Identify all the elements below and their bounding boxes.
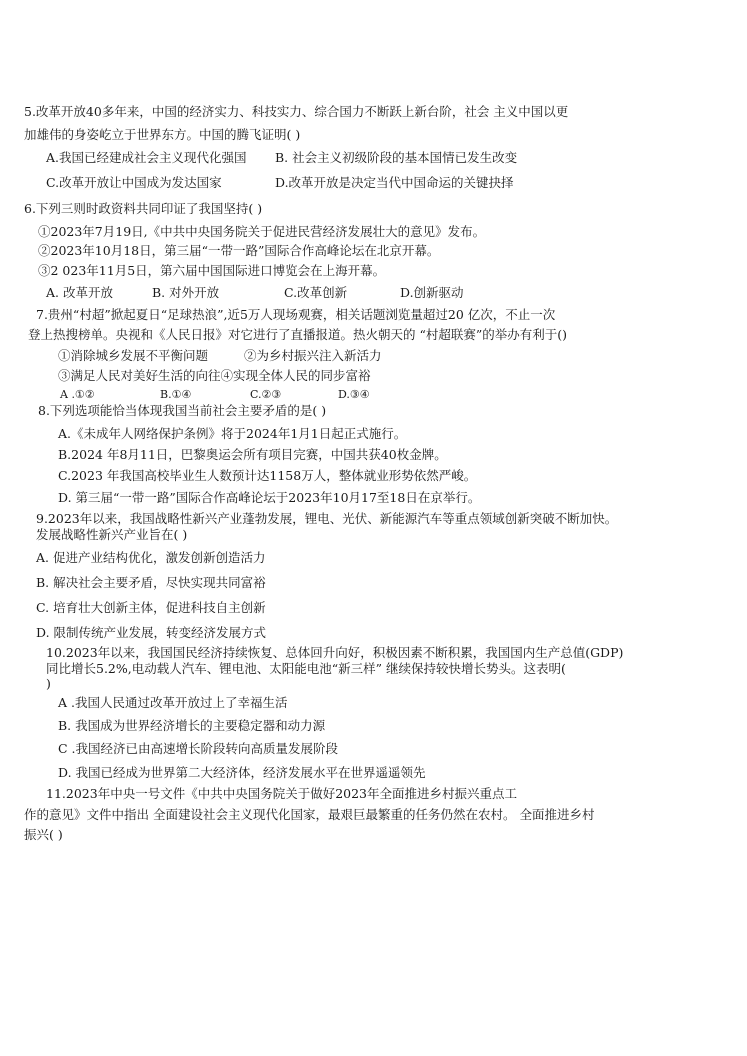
q5-option-b[interactable]: B. 社会主义初级阶段的基本国情已发生改变 xyxy=(275,150,518,165)
q5-option-c[interactable]: C.改革开放让中国成为发达国家 xyxy=(46,175,222,190)
q8-option-d[interactable]: D. 第三届“一带一路”国际合作高峰论坛于2023年10月17至18日在京举行。 xyxy=(58,490,481,505)
q9-option-a[interactable]: A. 促进产业结构优化，激发创新创造活力 xyxy=(36,550,266,565)
q7-option-a[interactable]: A .①② xyxy=(60,388,95,401)
q7-stem-line-1: 7.贵州“村超”掀起夏日“足球热浪”,近5万人现场观赛，相关话题浏览量超过20 亿次，不止一次 xyxy=(36,307,556,322)
q10-option-c[interactable]: C .我国经济已由高速增长阶段转向高质量发展阶段 xyxy=(58,741,339,756)
q6-material-3: ③2 023年11月5日，第六届中国国际进口博览会在上海开幕。 xyxy=(38,263,386,278)
q7-material-2: ②为乡村振兴注入新活力 xyxy=(244,348,382,363)
q6-option-c[interactable]: C.改革创新 xyxy=(284,285,348,300)
q5-option-a[interactable]: A.我国已经建成社会主义现代化强国 xyxy=(46,150,247,165)
q10-option-b[interactable]: B. 我国成为世界经济增长的主要稳定器和动力源 xyxy=(58,718,326,733)
q7-stem-line-2: 登上热搜榜单。央视和《人民日报》对它进行了直播报道。热火朝天的 “村超联赛”的举办有利于() xyxy=(28,327,568,342)
q9-stem-line-2: 发展战略性新兴产业旨在( ) xyxy=(36,527,188,542)
q10-stem-line-2: 同比增长5.2%,电动载人汽车、锂电池、太阳能电池“新三样” 继续保持较快增长势头。这表明( xyxy=(46,661,566,676)
q10-stem-line-3: ) xyxy=(46,676,51,691)
q6-option-b[interactable]: B. 对外开放 xyxy=(152,285,220,300)
q9-option-c[interactable]: C. 培育壮大创新主体，促进科技自主创新 xyxy=(36,600,266,615)
q5-stem-line-1: 5.改革开放40多年来，中国的经济实力、科技实力、综合国力不断跃上新台阶，社会 主义中国以更 xyxy=(24,104,569,119)
q5-stem-line-2: 加雄伟的身姿屹立于世界东方。中国的腾飞证明( ) xyxy=(24,127,301,142)
q5-option-d[interactable]: D.改革开放是决定当代中国命运的关键抉择 xyxy=(275,175,514,190)
q7-material-1: ①消除城乡发展不平衡问题 xyxy=(58,348,209,363)
q9-option-d[interactable]: D. 限制传统产业发展，转变经济发展方式 xyxy=(36,625,267,640)
q8-option-b[interactable]: B.2024 年8月11日，巴黎奥运会所有项目完赛，中国共获40枚金牌。 xyxy=(58,447,447,462)
q6-material-2: ②2023年10月18日，第三届“一带一路”国际合作高峰论坛在北京开幕。 xyxy=(38,243,440,258)
q11-stem-line-1: 11.2023年中央一号文件《中共中央国务院关于做好2023年全面推进乡村振兴重点工 xyxy=(46,786,518,801)
q6-material-1: ①2023年7月19日,《中共中央国务院关于促进民营经济发展壮大的意见》发布。 xyxy=(38,224,486,239)
q7-option-d[interactable]: D.③④ xyxy=(338,388,370,401)
q6-option-a[interactable]: A. 改革开放 xyxy=(46,285,113,300)
q10-option-d[interactable]: D. 我国已经成为世界第二大经济体，经济发展水平在世界遥遥领先 xyxy=(58,765,426,780)
q7-option-c[interactable]: C.②③ xyxy=(250,388,282,401)
q6-option-d[interactable]: D.创新驱动 xyxy=(400,285,464,300)
q9-option-b[interactable]: B. 解决社会主要矛盾，尽快实现共同富裕 xyxy=(36,575,266,590)
q10-stem-line-1: 10.2023年以来，我国国民经济持续恢复、总体回升向好，积极因素不断积累，我国国内生产总值(GDP) xyxy=(46,645,624,660)
q8-option-a[interactable]: A.《未成年人网络保护条例》将于2024年1月1日起正式施行。 xyxy=(58,426,407,441)
q7-material-3: ③满足人民对美好生活的向往④实现全体人民的同步富裕 xyxy=(58,368,371,383)
q11-stem-line-3: 振兴( ) xyxy=(24,827,63,842)
q7-option-b[interactable]: B.①④ xyxy=(160,388,192,401)
q9-stem-line-1: 9.2023年以来，我国战略性新兴产业蓬勃发展，锂电、光伏、新能源汽车等重点领域创新突破不断加快。 xyxy=(36,511,618,526)
q11-stem-line-2: 作的意见》文件中指出 全面建设社会主义现代化国家，最艰巨最繁重的任务仍然在农村。 全面推进乡村 xyxy=(24,807,595,822)
q10-option-a[interactable]: A .我国人民通过改革开放过上了幸福生活 xyxy=(58,695,288,710)
q8-option-c[interactable]: C.2023 年我国高校毕业生人数预计达1158万人，整体就业形势依然严峻。 xyxy=(58,468,477,483)
q8-stem: 8.下列选项能恰当体现我国当前社会主要矛盾的是( ) xyxy=(38,403,327,418)
q6-stem: 6.下列三则时政资料共同印证了我国坚持( ) xyxy=(24,201,263,216)
